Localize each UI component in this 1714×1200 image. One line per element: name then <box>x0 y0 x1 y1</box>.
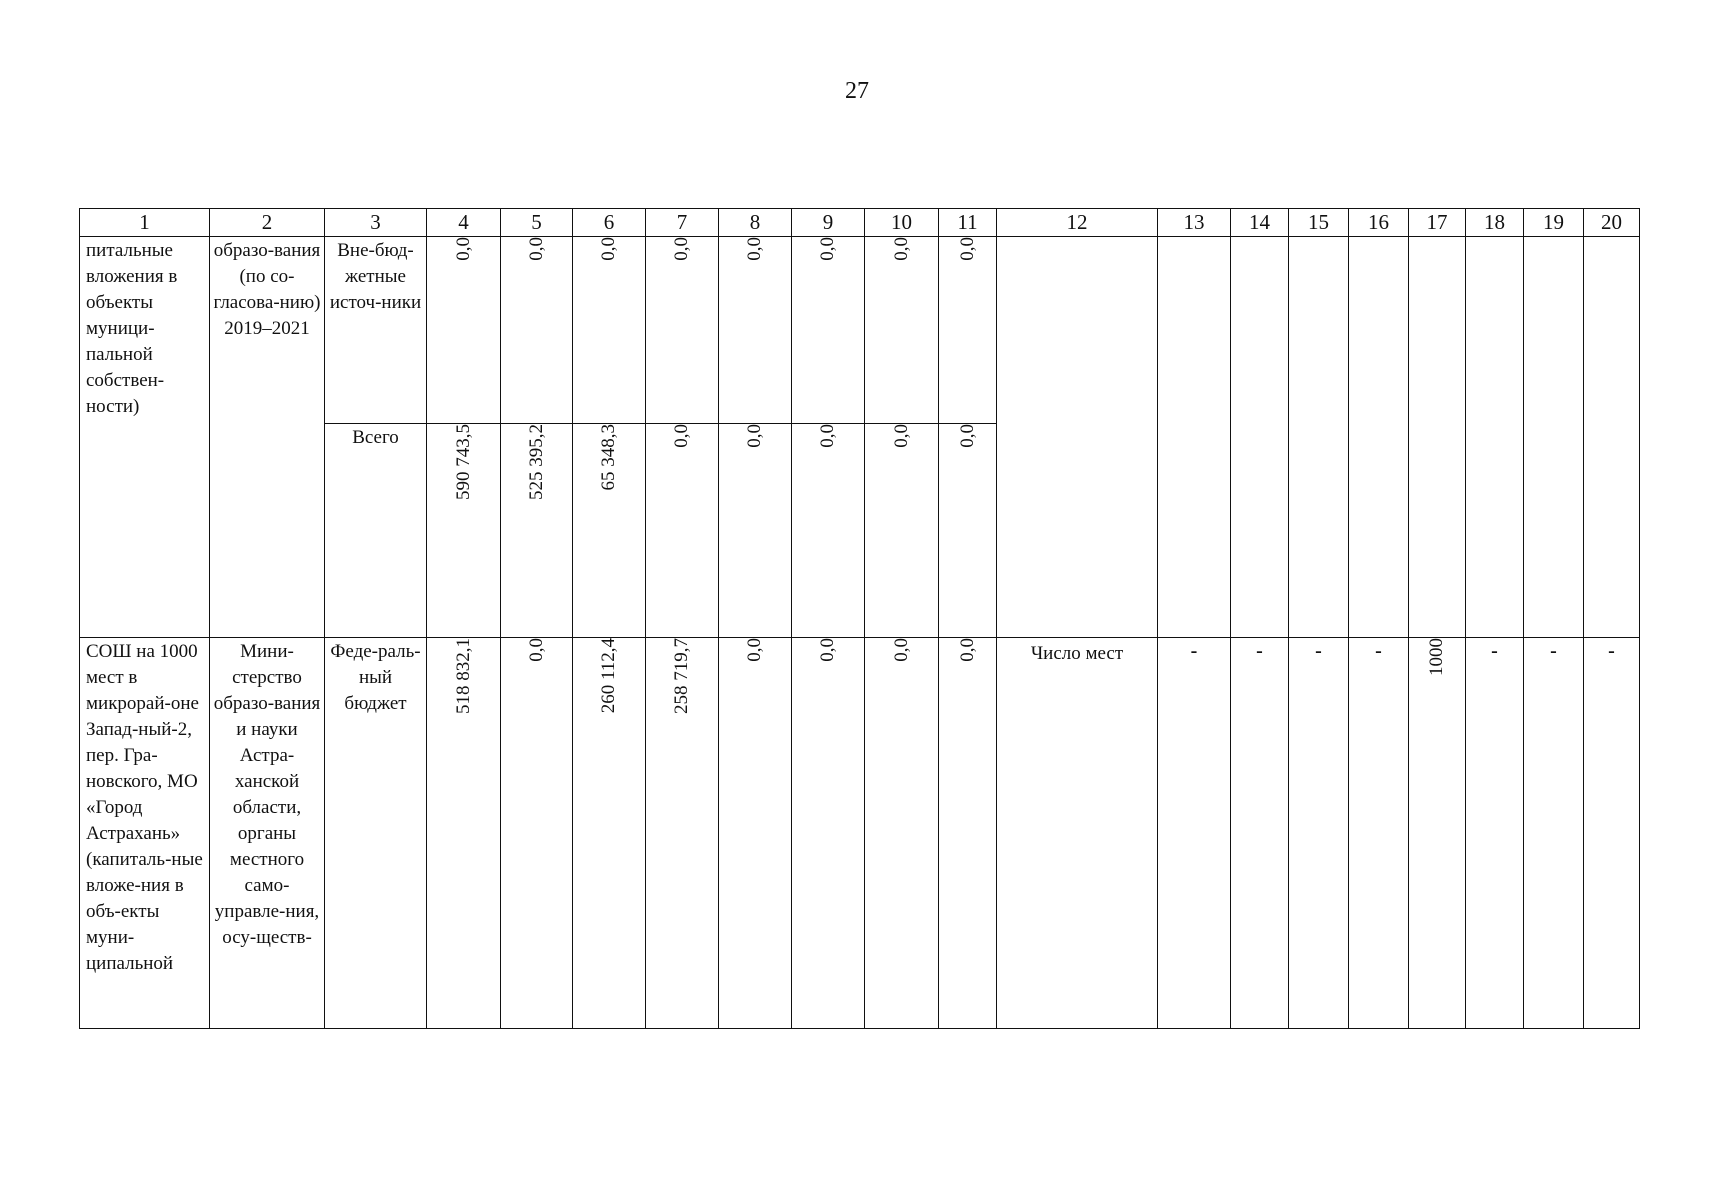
value: 0,0 <box>817 424 838 448</box>
value-cell <box>865 424 939 638</box>
value-cell <box>427 638 501 1029</box>
value: 0,0 <box>890 638 912 662</box>
column-number: 9 <box>792 209 865 237</box>
column-number: 16 <box>1349 209 1409 237</box>
object-description-cell <box>80 638 210 1029</box>
value: 0,0 <box>744 424 765 448</box>
indicator-value-cell <box>1289 638 1349 1029</box>
column-number: 19 <box>1524 209 1584 237</box>
table-row-federal-budget <box>80 638 1640 1029</box>
column-number: 18 <box>1466 209 1524 237</box>
funding-source: Всего <box>352 427 399 448</box>
value-cell <box>573 424 646 638</box>
value: 0,0 <box>956 638 978 662</box>
indicator-value: 1000 <box>1426 638 1447 676</box>
indicator-value-cell <box>1466 237 1524 638</box>
value: 0,0 <box>525 237 547 261</box>
value: 260 112,4 <box>598 638 619 714</box>
executor-text: Мини-стерство образо-вания и науки Астра-ханской области, органы местного само-управле-ния, осу-ществ- <box>213 641 321 948</box>
funding-source-cell <box>325 237 427 424</box>
indicator-cell-empty <box>997 237 1158 638</box>
value-cell <box>865 237 939 424</box>
value-cell <box>646 424 719 638</box>
value: 0,0 <box>744 237 765 261</box>
object-description-cell <box>80 237 210 638</box>
column-number: 3 <box>325 209 427 237</box>
value: 0,0 <box>452 237 474 261</box>
budget-table <box>79 208 1640 1029</box>
funding-source-cell <box>325 424 427 638</box>
indicator-value-cell <box>1524 638 1584 1029</box>
funding-source-cell <box>325 638 427 1029</box>
value-cell <box>573 237 646 424</box>
value-cell <box>865 638 939 1029</box>
value: 0,0 <box>671 424 692 448</box>
executor-text: образо-вания (по со-гласова-нию) 2019–2021 <box>213 240 321 339</box>
indicator-value-cell <box>1349 237 1409 638</box>
indicator-name-cell <box>997 638 1158 1029</box>
column-number: 13 <box>1158 209 1231 237</box>
value: 0,0 <box>525 638 547 662</box>
value-cell <box>646 237 719 424</box>
indicator-value: - <box>1315 640 1322 662</box>
indicator-value: - <box>1550 640 1557 662</box>
value: 258 719,7 <box>671 638 692 714</box>
indicator-value-cell <box>1158 237 1231 638</box>
indicator-value: - <box>1190 640 1198 662</box>
value-cell <box>573 638 646 1029</box>
column-number: 17 <box>1409 209 1466 237</box>
column-number: 12 <box>997 209 1158 237</box>
value-cell <box>939 638 997 1029</box>
indicator-value-cell <box>1231 237 1289 638</box>
value: 0,0 <box>956 424 978 448</box>
column-number: 20 <box>1584 209 1640 237</box>
value-cell <box>719 237 792 424</box>
value: 518 832,1 <box>452 638 474 714</box>
value-cell <box>427 237 501 424</box>
column-number: 10 <box>865 209 939 237</box>
value: 0,0 <box>890 424 912 448</box>
indicator-value-cell <box>1584 237 1640 638</box>
page-number: 27 <box>845 78 869 104</box>
value-cell <box>792 638 865 1029</box>
indicator-value-cell <box>1349 638 1409 1029</box>
value: 0,0 <box>744 638 765 662</box>
executor-cell <box>210 638 325 1029</box>
column-number: 8 <box>719 209 792 237</box>
value: 65 348,3 <box>598 424 619 491</box>
value-cell <box>792 237 865 424</box>
value: 0,0 <box>956 237 978 261</box>
funding-source: Феде-раль-ный бюджет <box>330 641 421 714</box>
indicator-value-cell <box>1409 638 1466 1029</box>
value-cell <box>501 638 573 1029</box>
indicator-value-cell <box>1409 237 1466 638</box>
value: 0,0 <box>817 237 838 261</box>
indicator-name: Число мест <box>1030 643 1124 664</box>
table-row-extrabudgetary <box>80 237 1640 424</box>
value-cell <box>501 237 573 424</box>
value: 0,0 <box>890 237 912 261</box>
column-number: 5 <box>501 209 573 237</box>
value-cell <box>427 424 501 638</box>
value-cell <box>792 424 865 638</box>
value: 590 743,5 <box>452 424 474 500</box>
object-description: питальные вложения в объекты муници-пальной собствен-ности) <box>86 240 178 417</box>
value: 0,0 <box>598 237 619 261</box>
indicator-value: - <box>1256 640 1263 662</box>
value-cell <box>939 237 997 424</box>
indicator-value-cell <box>1466 638 1524 1029</box>
indicator-value-cell <box>1158 638 1231 1029</box>
indicator-value: - <box>1608 640 1615 662</box>
value-cell <box>501 424 573 638</box>
value: 0,0 <box>671 237 692 261</box>
indicator-value: - <box>1491 640 1498 662</box>
value-cell <box>646 638 719 1029</box>
column-number: 11 <box>939 209 997 237</box>
column-number: 1 <box>80 209 210 237</box>
indicator-value-cell <box>1524 237 1584 638</box>
column-number: 14 <box>1231 209 1289 237</box>
value-cell <box>719 638 792 1029</box>
value: 525 395,2 <box>525 424 547 500</box>
column-number: 15 <box>1289 209 1349 237</box>
column-number: 7 <box>646 209 719 237</box>
indicator-value-cell <box>1231 638 1289 1029</box>
indicator-value: - <box>1375 640 1382 662</box>
column-number-row <box>80 209 1640 237</box>
indicator-value-cell <box>1584 638 1640 1029</box>
executor-cell <box>210 237 325 638</box>
column-number: 6 <box>573 209 646 237</box>
column-number: 4 <box>427 209 501 237</box>
column-number: 2 <box>210 209 325 237</box>
object-description: СОШ на 1000 мест в микрорай-оне Запад-ный-2, пер. Гра-новского, МО «Город Астрахань» (капиталь-ные вложе-ния в объ-екты муни-ципальной <box>86 641 203 974</box>
indicator-value-cell <box>1289 237 1349 638</box>
funding-source: Вне-бюд-жетные источ-ники <box>329 240 422 313</box>
value-cell <box>719 424 792 638</box>
value-cell <box>939 424 997 638</box>
value: 0,0 <box>817 638 838 662</box>
